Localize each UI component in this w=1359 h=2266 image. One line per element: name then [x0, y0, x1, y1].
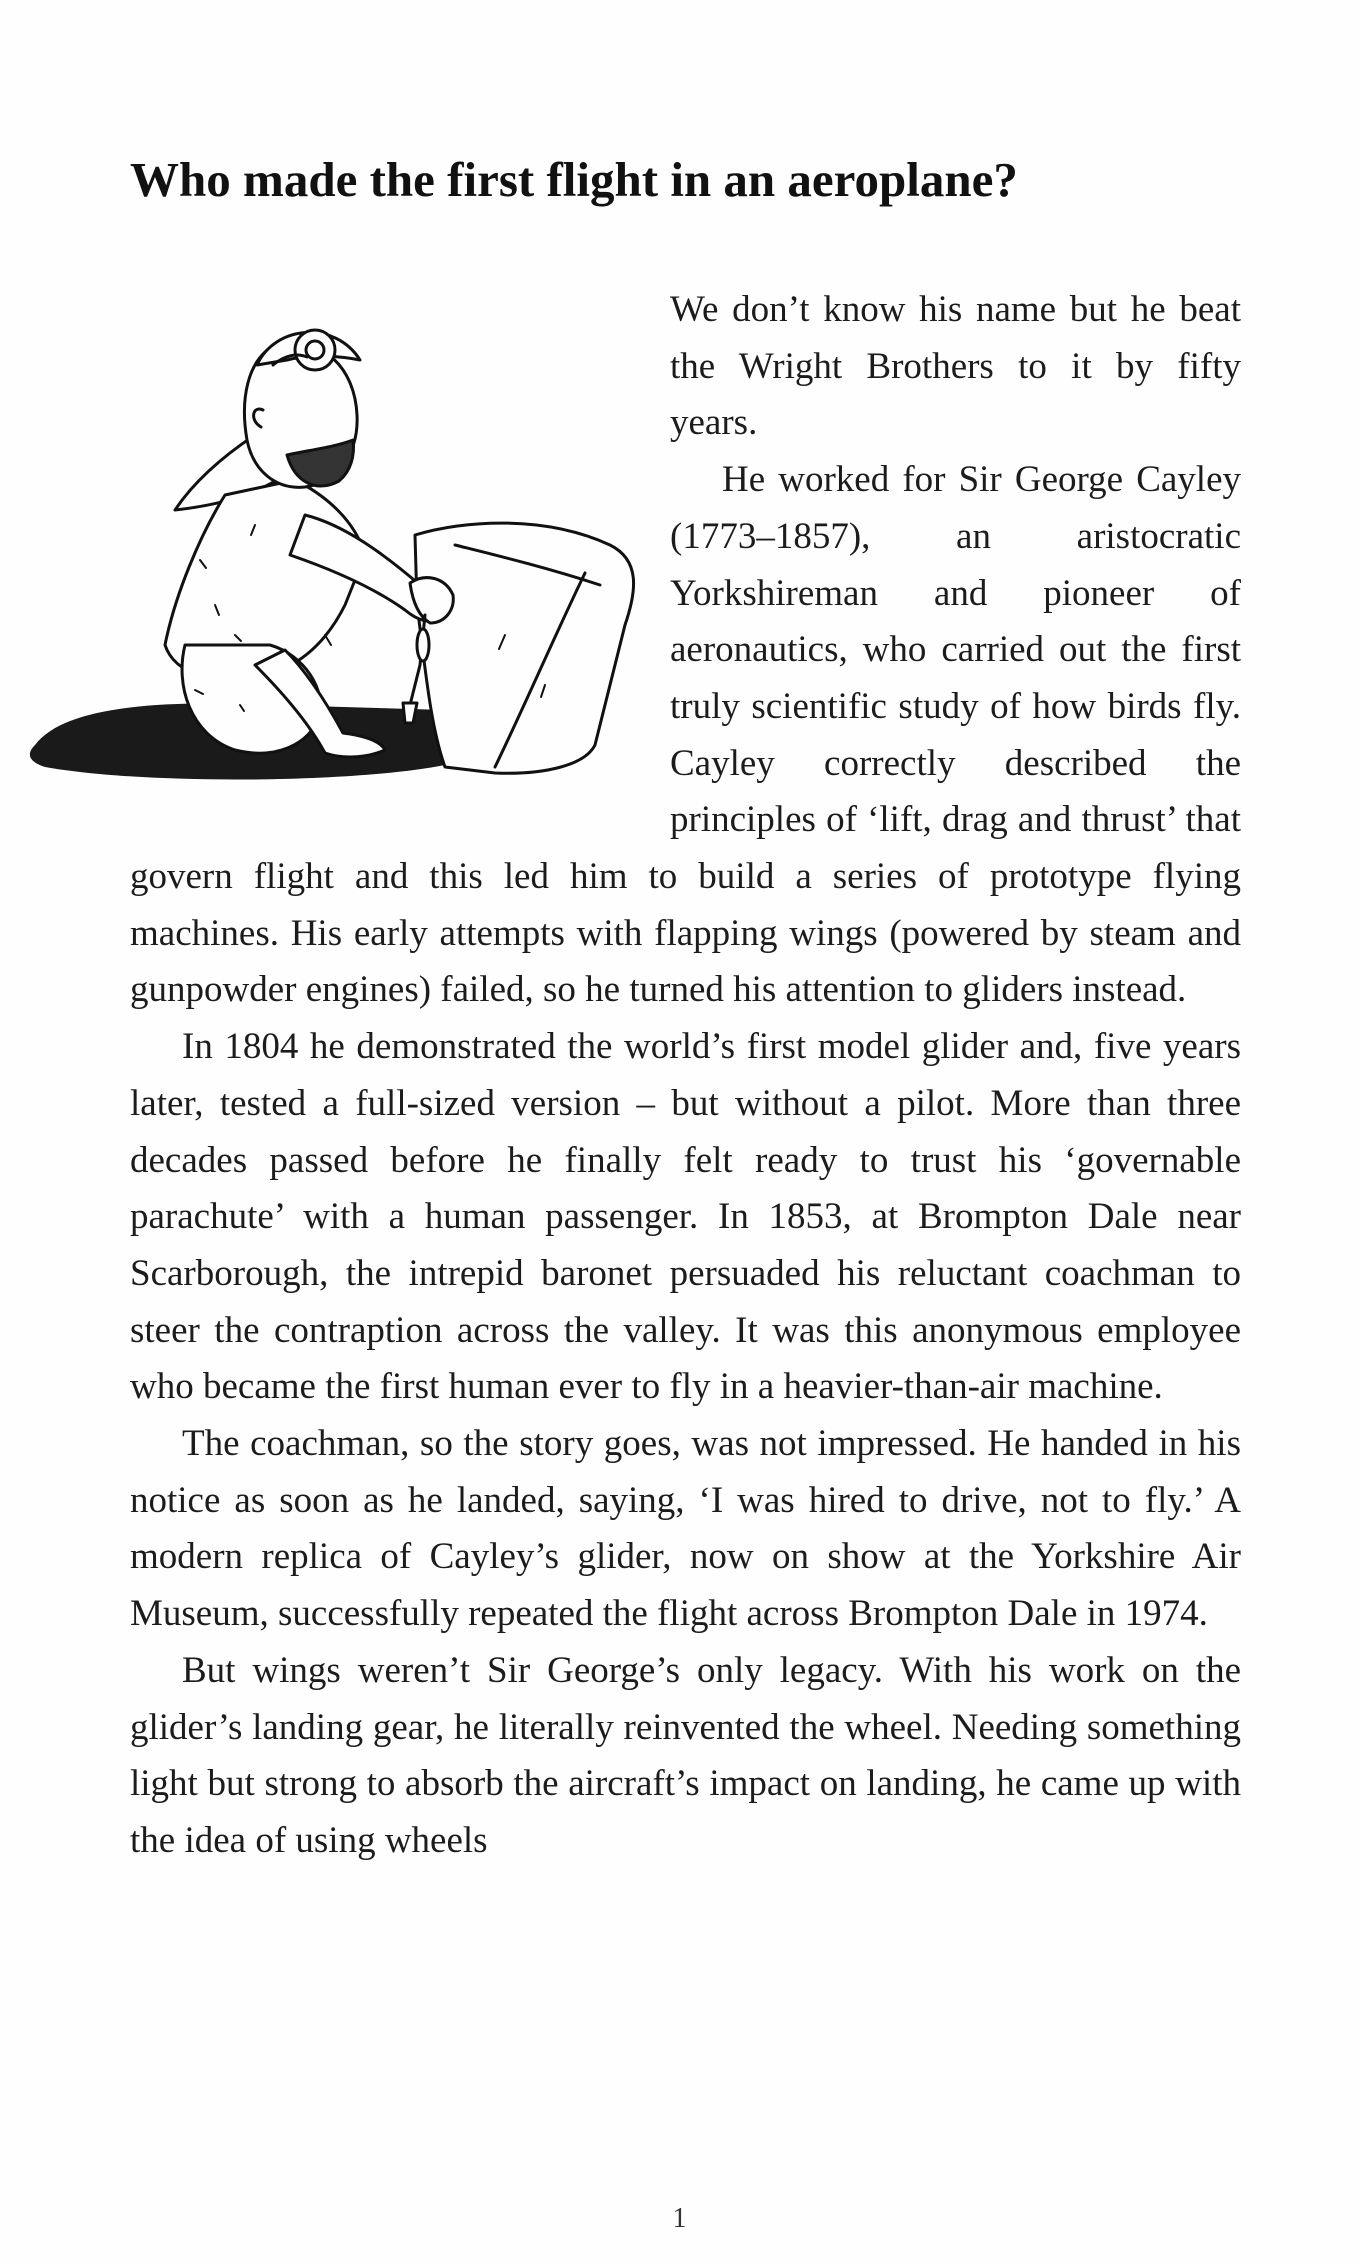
paragraph-4: The coachman, so the story goes, was not impressed. He handed in his notice as soon as he landed, saying, ‘I was hired to drive, not to fly.’ A modern replica of Cayley’s glider, now on show at the Yorkshire Air Museum, successfully repeated the flight across Brompton Dale in 1974. — [130, 1423, 1241, 1635]
paragraph-2: He worked for Sir George Cayley (1773–1857), an aristocratic Yorkshireman and pioneer of aeronautics, who carried out the first truly scientific study of how birds fly. Cayley correctly described the principles of ‘lift, drag and thrust’ that govern flight and this led him to build a series of prototype flying machines. His early attempts with flapping wings (powered by steam and gunpowder engines) failed, so he turned his attention to gliders instead. — [130, 459, 1241, 1011]
page-heading: Who made the first flight in an aeroplane? — [130, 152, 1018, 207]
paragraph-5: But wings weren’t Sir George’s only legacy. With his work on the glider’s landing gear, he literally reinvented the wheel. Needing something light but strong to absorb the aircraft’s impact on landing, he came up with the idea of using wheels — [130, 1649, 1241, 1861]
aviator-illustration — [25, 305, 665, 805]
page-number: 1 — [672, 2203, 687, 2234]
paragraph-3: In 1804 he demonstrated the world’s first model glider and, five years later, tested a full-sized version – but without a pilot. More than three decades passed before he finally felt ready to trust his ‘governable parachute’ with a human passenger. In 1853, at Brompton Dale near Scarborough, the intrepid baronet persuaded his reluctant coachman to steer the contraption across the valley. It was this anonymous employee who became the first human ever to fly in a heavier-than-air machine. — [130, 1026, 1241, 1408]
paragraph-1: We don’t know his name but he beat the Wright Brothers to it by fifty years. — [670, 289, 1241, 444]
